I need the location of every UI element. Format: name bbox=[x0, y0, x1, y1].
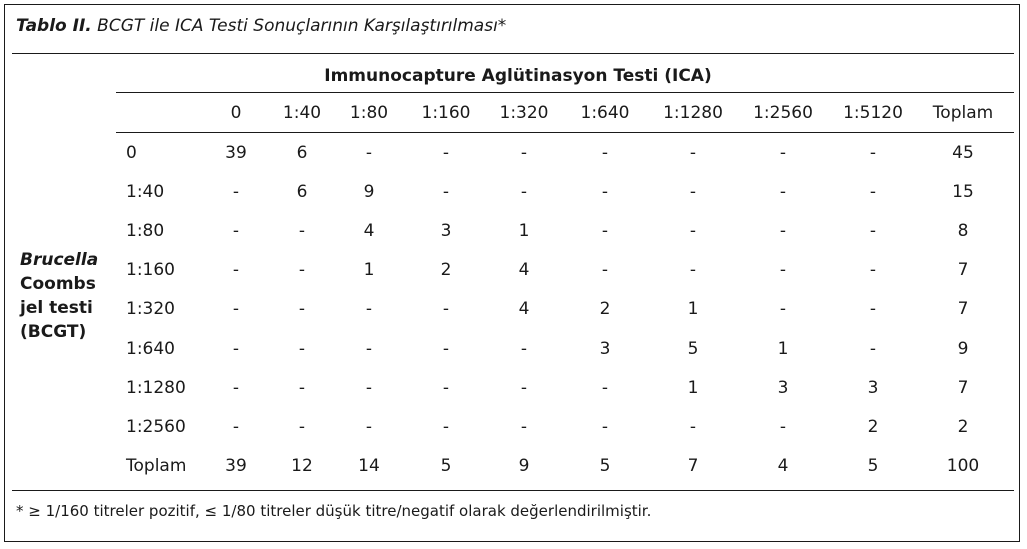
table-cell: 14 bbox=[358, 456, 380, 476]
row-header: Toplam bbox=[126, 456, 187, 476]
row-header: 1:1280 bbox=[126, 378, 186, 398]
title-rule bbox=[12, 53, 1014, 54]
table-cell: - bbox=[232, 221, 240, 241]
row-header: 1:160 bbox=[126, 260, 175, 280]
table-cell: - bbox=[869, 299, 877, 319]
table-cell: 9 bbox=[957, 339, 969, 359]
row-header: 1:2560 bbox=[126, 417, 186, 437]
table-cell: - bbox=[442, 143, 450, 163]
table-cell: - bbox=[442, 299, 450, 319]
group-header-rule bbox=[116, 92, 1014, 93]
column-header: 1:2560 bbox=[753, 103, 813, 123]
table-cell: - bbox=[232, 260, 240, 280]
table-cell: - bbox=[689, 417, 697, 437]
table-cell: - bbox=[442, 339, 450, 359]
table-caption: BCGT ile ICA Testi Sonuçlarının Karşılaştırılması* bbox=[91, 16, 507, 36]
table-cell: - bbox=[601, 221, 609, 241]
column-header: 1:160 bbox=[421, 103, 471, 123]
table-cell: 39 bbox=[225, 143, 247, 163]
table-cell: 9 bbox=[363, 182, 375, 202]
row-header: 1:80 bbox=[126, 221, 165, 241]
table-cell: - bbox=[520, 339, 528, 359]
table-cell: 100 bbox=[946, 456, 980, 476]
table-cell: - bbox=[601, 182, 609, 202]
table-cell: - bbox=[601, 260, 609, 280]
table-cell: 4 bbox=[518, 299, 530, 319]
table-cell: 2 bbox=[440, 260, 452, 280]
table-cell: - bbox=[232, 417, 240, 437]
table-title bbox=[16, 16, 506, 36]
table-cell: - bbox=[869, 143, 877, 163]
row-group-label-line1: Brucella bbox=[20, 250, 99, 270]
table-cell: 1 bbox=[687, 299, 699, 319]
table-cell: - bbox=[298, 221, 306, 241]
column-header: 1:40 bbox=[282, 103, 322, 123]
table-cell: 3 bbox=[777, 378, 789, 398]
row-group-label bbox=[20, 248, 98, 344]
table-cell: 3 bbox=[599, 339, 611, 359]
table-cell: 7 bbox=[687, 456, 699, 476]
table-cell: 1 bbox=[518, 221, 530, 241]
table-cell: 4 bbox=[518, 260, 530, 280]
table-cell: 8 bbox=[957, 221, 969, 241]
row-group-label-line3: jel testi bbox=[20, 298, 93, 318]
table-cell: - bbox=[232, 182, 240, 202]
table-cell: - bbox=[869, 182, 877, 202]
table-cell: - bbox=[442, 417, 450, 437]
row-group-label-line2: Coombs bbox=[20, 274, 96, 294]
table-cell: 2 bbox=[957, 417, 969, 437]
table-cell: 5 bbox=[440, 456, 452, 476]
column-header: 1:640 bbox=[580, 103, 630, 123]
table-cell: - bbox=[442, 182, 450, 202]
table-cell: 3 bbox=[440, 221, 452, 241]
table-cell: - bbox=[779, 260, 787, 280]
table-cell: - bbox=[520, 417, 528, 437]
table-cell: 39 bbox=[225, 456, 247, 476]
table-cell: - bbox=[779, 221, 787, 241]
table-cell: 1 bbox=[687, 378, 699, 398]
table-cell: - bbox=[601, 143, 609, 163]
table-cell: - bbox=[689, 221, 697, 241]
table-cell: - bbox=[779, 182, 787, 202]
table-cell: - bbox=[365, 339, 373, 359]
table-cell: 4 bbox=[363, 221, 375, 241]
table-cell: 5 bbox=[687, 339, 699, 359]
table-cell: 15 bbox=[952, 182, 974, 202]
table-cell: 1 bbox=[777, 339, 789, 359]
table-cell: - bbox=[779, 299, 787, 319]
table-cell: - bbox=[520, 143, 528, 163]
table-cell: - bbox=[365, 417, 373, 437]
table-cell: - bbox=[689, 260, 697, 280]
table-cell: - bbox=[232, 378, 240, 398]
footnote: * ≥ 1/160 titreler pozitif, ≤ 1/80 titreler düşük titre/negatif olarak değerlendirilmiştir. bbox=[16, 502, 652, 520]
table-cell: 7 bbox=[957, 378, 969, 398]
table-cell: 2 bbox=[867, 417, 879, 437]
table-cell: - bbox=[689, 182, 697, 202]
table-cell: 1 bbox=[363, 260, 375, 280]
table-cell: - bbox=[869, 260, 877, 280]
table-cell: - bbox=[298, 260, 306, 280]
table-cell: - bbox=[601, 417, 609, 437]
ica-group-header: Immunocapture Aglütinasyon Testi (ICA) bbox=[324, 66, 712, 86]
table-cell: 2 bbox=[599, 299, 611, 319]
table-cell: 3 bbox=[867, 378, 879, 398]
table-cell: 6 bbox=[296, 143, 308, 163]
table-cell: 5 bbox=[867, 456, 879, 476]
row-header: 0 bbox=[126, 143, 137, 163]
table-cell: - bbox=[869, 339, 877, 359]
table-cell: - bbox=[779, 143, 787, 163]
table-cell: 7 bbox=[957, 299, 969, 319]
table-cell: 12 bbox=[291, 456, 313, 476]
table-cell: - bbox=[601, 378, 609, 398]
column-header: 0 bbox=[230, 103, 242, 123]
column-header: 1:80 bbox=[349, 103, 389, 123]
column-header: Toplam bbox=[932, 103, 994, 123]
table-cell: - bbox=[298, 378, 306, 398]
table-cell: - bbox=[232, 339, 240, 359]
table-cell: - bbox=[232, 299, 240, 319]
column-header: 1:5120 bbox=[843, 103, 903, 123]
table-cell: 4 bbox=[777, 456, 789, 476]
table-cell: - bbox=[689, 143, 697, 163]
table-cell: - bbox=[520, 378, 528, 398]
table-cell: - bbox=[365, 299, 373, 319]
table-cell: - bbox=[298, 299, 306, 319]
table-cell: - bbox=[298, 339, 306, 359]
table-cell: - bbox=[365, 378, 373, 398]
table-cell: 7 bbox=[957, 260, 969, 280]
row-group-label-line4: (BCGT) bbox=[20, 322, 87, 342]
row-header: 1:320 bbox=[126, 299, 175, 319]
column-header-rule bbox=[116, 132, 1014, 133]
row-header: 1:40 bbox=[126, 182, 165, 202]
table-cell: 9 bbox=[518, 456, 530, 476]
table-cell: 6 bbox=[296, 182, 308, 202]
table-cell: - bbox=[298, 417, 306, 437]
table-number: Tablo II. bbox=[16, 16, 92, 36]
row-header: 1:640 bbox=[126, 339, 175, 359]
table-cell: - bbox=[520, 182, 528, 202]
table-cell: - bbox=[442, 378, 450, 398]
table-cell: - bbox=[779, 417, 787, 437]
column-header: 1:320 bbox=[499, 103, 549, 123]
table-cell: 5 bbox=[599, 456, 611, 476]
bottom-rule bbox=[12, 490, 1014, 491]
table-cell: 45 bbox=[952, 143, 974, 163]
column-header: 1:1280 bbox=[663, 103, 723, 123]
table-cell: - bbox=[869, 221, 877, 241]
table-cell: - bbox=[365, 143, 373, 163]
